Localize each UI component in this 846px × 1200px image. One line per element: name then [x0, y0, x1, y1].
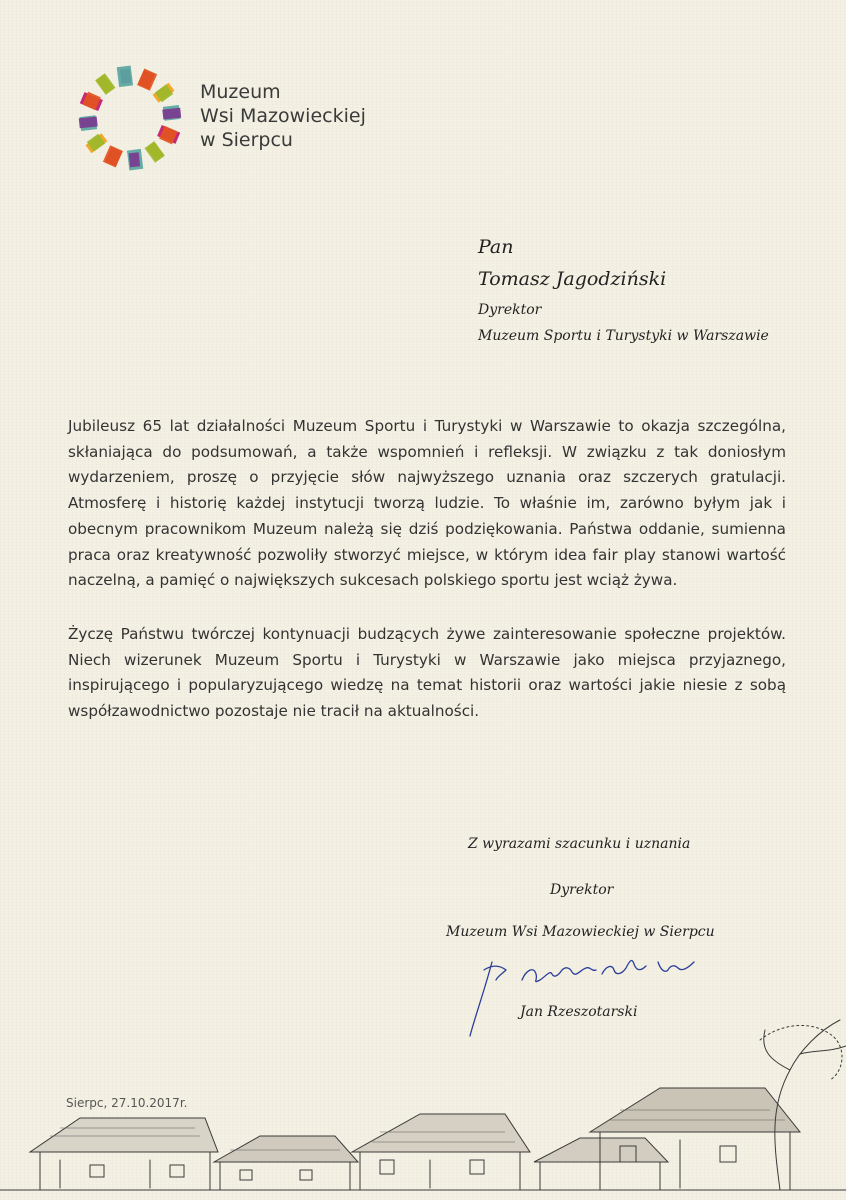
- logo-segment: [162, 108, 181, 120]
- village-sketch-illustration-icon: [0, 1010, 846, 1200]
- body-paragraph-1: Jubileusz 65 lat działalności Muzeum Sportu i Turystyki w Warszawie to okazja szczególna, skłaniająca do podsumowań, a także wspomnień i refleksji. W związku z tak doniosłym wydarzeniem, proszę o przyjęcie słów najwyższego uznania oraz szczerych gratulacji. Atmosferę i historię każdej instytucji tworzą ludzie. To właśnie im, zarówno byłym jak i obecnym pracownikom Muzeum należą się dziś podziękowania. Państwa oddanie, sumienna praca oraz kreatywność pozwoliły stworzyć miejsce, w którym idea fair play stanowi wartość naczelną, a pamięć o największych sukcesach polskiego sportu jest wciąż żywa.: [68, 417, 786, 590]
- letterhead-line-2: Wsi Mazowieckiej: [200, 105, 366, 127]
- museum-logo-icon: [70, 58, 190, 178]
- letterhead-line-3: w Sierpcu: [200, 129, 293, 151]
- recipient-name: Tomasz Jagodziński: [478, 268, 667, 290]
- signatory-name: Jan Rzeszotarski: [520, 1004, 638, 1020]
- closing-title: Dyrektor: [550, 882, 614, 898]
- logo-segment: [129, 152, 140, 167]
- recipient-title: Dyrektor: [478, 302, 542, 318]
- recipient-salutation: Pan: [478, 236, 514, 258]
- logo-segment: [117, 66, 133, 88]
- letterhead-museum-name: [200, 80, 366, 152]
- logo-segment: [137, 69, 157, 91]
- place-and-date: Sierpc, 27.10.2017r.: [66, 1096, 188, 1110]
- closing-regards: Z wyrazami szacunku i uznania: [468, 836, 691, 852]
- body-paragraph-2: Życzę Państwu twórczej kontynuacji budzących żywe zainteresowanie społeczne projektów. Niech wizerunek Muzeum Sportu i Turystyki w Warszawie jako miejsca przyjaznego, inspirującego i popularyzującego wiedzę na temat historii oraz wartości jakie niesie z sobą współzawodnictwo pozostaje nie tracił na aktualności.: [68, 624, 786, 721]
- logo-segment: [79, 116, 98, 128]
- logo-segment: [95, 73, 115, 95]
- recipient-organization: Muzeum Sportu i Turystyki w Warszawie: [478, 328, 769, 344]
- letterhead-line-1: Muzeum: [200, 81, 281, 103]
- letter-body: [68, 414, 786, 753]
- closing-organization: Muzeum Wsi Mazowieckiej w Sierpcu: [446, 924, 715, 940]
- recipient-block: [478, 236, 769, 344]
- logo-segment: [103, 145, 123, 167]
- logo-segment: [145, 141, 165, 163]
